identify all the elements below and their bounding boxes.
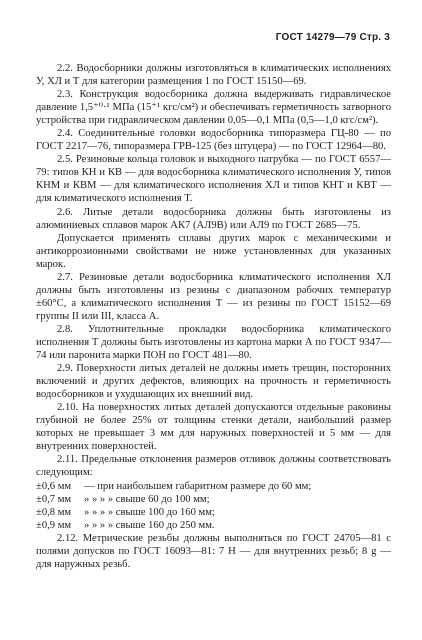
paragraph-2-11: 2.11. Предельные отклонения размеров отливок должны соответствовать следующим: [36, 454, 391, 479]
tolerance-value: ±0,6 мм [36, 480, 72, 492]
paragraph-2-2: 2.2. Водосборники должны изготовляться в климатических исполнениях У, ХЛ и Т для категории размещения 1 по ГОСТ 15150—69. [36, 63, 391, 88]
paragraph-2-7: 2.7. Резиновые детали водосборника климатического исполнения ХЛ должны быть изготовлены из резины с диапазоном рабочих температур ±60°С, а климатического исполнения Т — из резины по ГОСТ 15152—69 группы II или III, класса А. [36, 271, 391, 322]
tolerance-value: ±0,9 мм [36, 519, 72, 531]
tolerance-value: ±0,7 мм [36, 493, 72, 505]
paragraph-2-6-note: Допускается применять сплавы других марок с механическими и антикоррозионными свойствами не ниже установленных для указанных марок. [36, 232, 391, 270]
tolerance-list [36, 480, 391, 532]
paragraph-2-6: 2.6. Литые детали водосборника должны быть изготовлены из алюминиевых сплавов марок АК7 (АЛ9В) или АЛ9 по ГОСТ 2685—75. [36, 206, 391, 231]
paragraph-2-8: 2.8. Уплотнительные прокладки водосборника климатического исполнения Т должны быть изготовлены из картона марки А по ГОСТ 9347—74 или паронита марки ПОН по ГОСТ 481—80. [36, 323, 391, 362]
tolerance-row [36, 506, 391, 519]
tolerance-row [36, 493, 391, 506]
page-header: ГОСТ 14279—79 Стр. 3 [275, 32, 390, 43]
tolerance-text: » » » » свыше 100 до 160 мм; [84, 506, 215, 518]
tolerance-row [36, 480, 391, 493]
paragraph-2-9: 2.9. Поверхности литых деталей не должны иметь трещин, посторонних включений и других дефектов, влияющих на прочность и герметичность водосборников и ухудшающих их внешний вид. [36, 363, 391, 401]
paragraph-2-10: 2.10. На поверхностях литых деталей допускаются отдельные раковины глубиной не более 25% от толщины стенки детали, наибольший размер которых не превышает 3 мм для наружных поверхностей и 5 мм — для внутренних поверхностей. [36, 402, 391, 453]
tolerance-text: » » » » свыше 60 до 100 мм; [84, 493, 210, 505]
paragraph-2-3: 2.3. Конструкция водосборника должна выдерживать гидравлическое давление 1,5⁺⁰·¹ МПа (15⁺¹ кгс/см²) и обеспечивать герметичность затворного устройства при гидравлическом давлении 0,05—0,1 МПа (0,5—1,0 кгс/см²). [36, 89, 391, 127]
paragraph-2-5: 2.5. Резиновые кольца головок и выходного патрубка — по ГОСТ 6557—79: типов КН и КВ — для водосборника климатического исполнения У, типов КНМ и КВМ — для климатического исполнения ХЛ и типов КНТ и КВТ — для климатического исполнения Т. [36, 154, 391, 205]
paragraph-2-12: 2.12. Метрические резьбы должны выполняться по ГОСТ 24705—81 с полями допусков по ГОСТ 16093—81: 7 Н — для внутренних резьб; 8 g — для наружных резьб. [36, 532, 391, 570]
tolerance-text: — при наибольшем габаритном размере до 60 мм; [84, 480, 312, 492]
paragraph-2-4: 2.4. Соединительные головки водосборника типоразмера ГЦ-80 — по ГОСТ 2217—76, типоразмера ГРВ-125 (без штуцера) — по ГОСТ 12964—80. [36, 128, 391, 153]
tolerance-value: ±0,8 мм [36, 506, 72, 518]
tolerance-row [36, 519, 391, 532]
document-body [36, 62, 391, 571]
tolerance-text: » » » » свыше 160 до 250 мм. [84, 519, 215, 531]
